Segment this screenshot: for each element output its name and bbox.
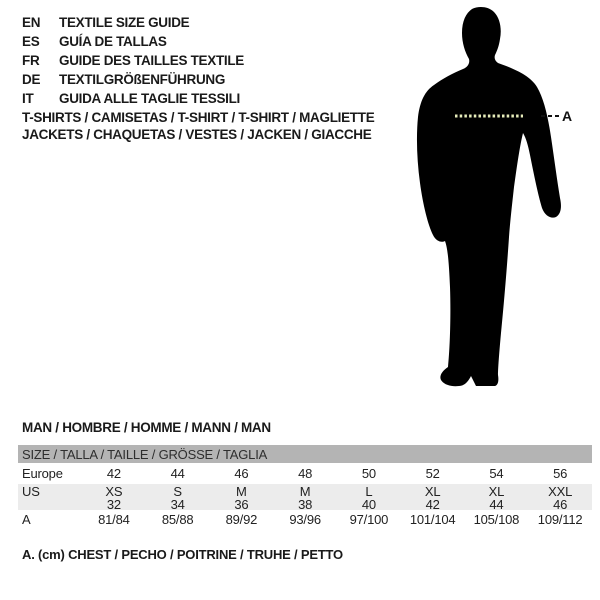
table-cell: XL [424, 483, 441, 499]
language-row [22, 51, 244, 70]
language-row [22, 70, 244, 89]
table-cell: 32 [106, 496, 121, 512]
table-cell: 46 [234, 466, 249, 481]
table-cell: 34 [170, 496, 185, 512]
language-code: EN [22, 15, 41, 30]
language-label: GUÍA DE TALLAS [59, 34, 167, 49]
table-cell: 44 [489, 496, 504, 512]
product-line-tshirts: T-SHIRTS / CAMISETAS / T-SHIRT / T-SHIRT / MAGLIETTE [22, 110, 375, 125]
product-line-jackets: JACKETS / CHAQUETAS / VESTES / JACKEN / GIACCHE [22, 127, 372, 142]
measurement-footnote: A. (cm) CHEST / PECHO / POITRINE / TRUHE / PETTO [22, 547, 343, 562]
row-label: US [22, 483, 40, 499]
language-label: GUIDA ALLE TAGLIE TESSILI [59, 91, 240, 106]
table-cell: 46 [553, 496, 568, 512]
man-silhouette-figure [408, 5, 578, 395]
table-cell: 54 [489, 466, 504, 481]
row-label: Europe [22, 466, 63, 481]
language-code: FR [22, 53, 40, 68]
table-cell: 101/104 [409, 511, 456, 527]
table-cell: 85/88 [161, 511, 194, 527]
size-table [18, 445, 592, 528]
table-cell: S [173, 483, 182, 499]
row-label: A [22, 511, 31, 527]
language-code: DE [22, 72, 41, 87]
language-code: IT [22, 91, 34, 106]
table-cell: XS [105, 483, 123, 499]
table-cell: 56 [553, 466, 568, 481]
table-cell: 97/100 [349, 511, 389, 527]
section-title: MAN / HOMBRE / HOMME / MANN / MAN [22, 420, 271, 435]
table-header: SIZE / TALLA / TAILLE / GRÖSSE / TAGLIA [18, 445, 592, 463]
table-cell: 52 [425, 466, 440, 481]
measure-label-a: A [562, 108, 573, 124]
table-cell: 109/112 [537, 511, 583, 527]
table-cell: 36 [234, 496, 249, 512]
table-row-chest-cm [18, 510, 592, 528]
table-cell: XL [488, 483, 505, 499]
language-label: TEXTILGRÖßENFÜHRUNG [59, 72, 226, 87]
table-cell: 42 [106, 466, 121, 481]
table-cell: 50 [361, 466, 376, 481]
language-code: ES [22, 34, 40, 49]
language-row [22, 32, 244, 51]
table-cell: 105/108 [473, 511, 520, 527]
table-cell: L [365, 483, 373, 499]
language-row [22, 13, 244, 32]
table-cell: 40 [361, 496, 376, 512]
table-cell: M [299, 483, 311, 499]
language-label: GUIDE DES TAILLES TEXTILE [59, 53, 245, 68]
table-cell: XXL [548, 483, 573, 499]
language-list [22, 13, 244, 108]
man-silhouette-shape [417, 7, 561, 386]
table-cell: M [236, 483, 247, 499]
table-cell: 42 [425, 496, 440, 512]
language-row [22, 89, 244, 108]
table-row-europe [18, 463, 592, 484]
table-cell: 44 [170, 466, 185, 481]
table-cell: 93/96 [289, 511, 321, 527]
product-categories [22, 109, 374, 143]
table-cell: 81/84 [98, 511, 130, 527]
table-cell: 89/92 [225, 511, 258, 527]
table-row-uk [18, 498, 592, 510]
language-label: TEXTILE SIZE GUIDE [59, 15, 190, 30]
table-cell: 38 [298, 496, 313, 512]
table-cell: 48 [298, 466, 313, 481]
